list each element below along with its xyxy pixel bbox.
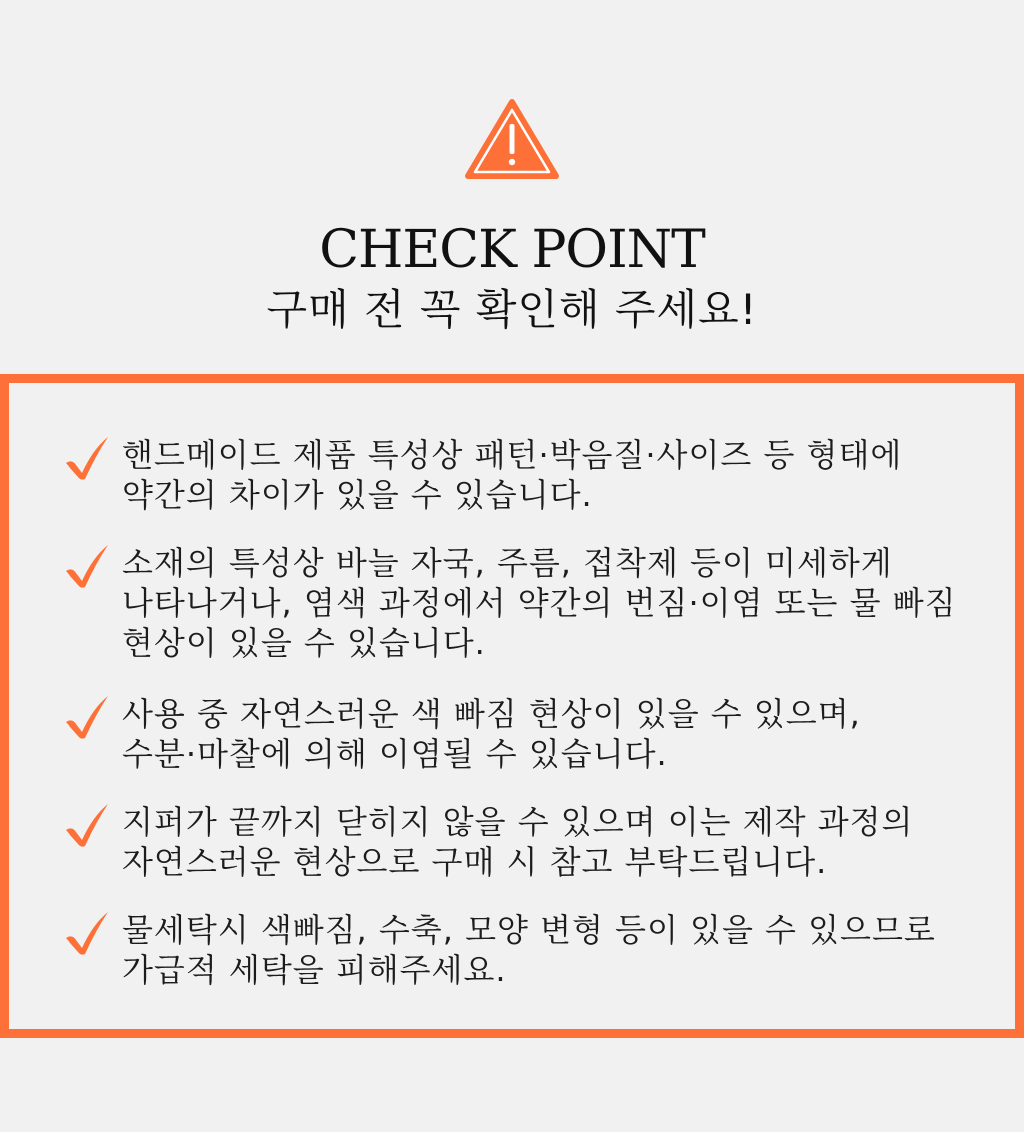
check-mark-icon: [63, 435, 111, 481]
checklist-item-text: 지퍼가 끝까지 닫히지 않을 수 있으며 이는 제작 과정의 자연스러운 현상으로 구매 시 참고 부탁드립니다.: [122, 803, 914, 881]
checkpoint-box: [0, 374, 1024, 1038]
warning-triangle-icon: [464, 98, 560, 182]
checklist-item-text: 소재의 특성상 바늘 자국, 주름, 접착제 등이 미세하게 나타나거나, 염색 과정에서 약간의 번짐·이염 또는 물 빠짐 현상이 있을 수 있습니다.: [122, 544, 957, 662]
check-mark-icon: [63, 694, 111, 740]
checklist-item-text: 물세탁시 색빠짐, 수축, 모양 변형 등이 있을 수 있으므로 가급적 세탁을 피해주세요.: [122, 911, 936, 989]
check-mark-icon: [63, 802, 111, 848]
check-mark-icon: [63, 910, 111, 956]
page-title: CHECK POINT: [319, 220, 705, 280]
check-mark-icon: [63, 543, 111, 589]
page-subtitle: 구매 전 꼭 확인해 주세요!: [266, 285, 758, 334]
checklist-item-text: 사용 중 자연스러운 색 빠짐 현상이 있을 수 있으며, 수분·마찰에 의해 이염될 수 있습니다.: [122, 695, 861, 773]
checklist-item-text: 핸드메이드 제품 특성상 패턴·박음질·사이즈 등 형태에 약간의 차이가 있을 수 있습니다.: [122, 436, 903, 514]
